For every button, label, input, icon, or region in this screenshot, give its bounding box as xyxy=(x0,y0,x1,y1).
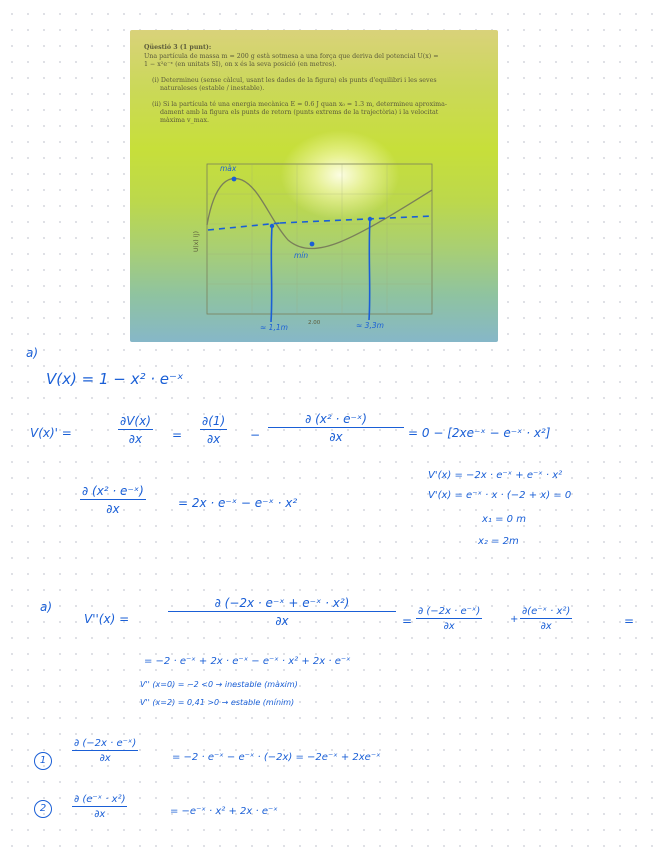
equals-sign: = xyxy=(172,428,183,442)
side-derivative-2: V'(x) = e⁻ˣ · x · (−2 + x) = 0 xyxy=(428,490,572,501)
label-max: màx xyxy=(220,164,237,173)
turning-line-left xyxy=(271,226,272,322)
plot-frame xyxy=(207,164,432,314)
fraction-numerator: ∂ (x² · e⁻ˣ) xyxy=(305,412,367,426)
evaluation-x2: V'' (x=2) = 0,41 >0 → estable (mínim) xyxy=(140,698,295,707)
part-a2-label: a) xyxy=(40,600,53,614)
fraction-term-b xyxy=(520,606,572,632)
fraction-numerator: ∂ (−2x · e⁻ˣ) xyxy=(418,606,481,617)
potential-curve xyxy=(207,178,432,248)
question-line: Una partícula de massa m = 200 g està sotmesa a una força que deriva del potencial U(x) = xyxy=(144,53,439,60)
question-line: (i) Determineu (sense càlcul, usant les dades de la figura) els punts d'equilibri i les seves xyxy=(152,77,437,84)
derivative-lhs: V(x)' = xyxy=(30,426,72,440)
energy-line-right xyxy=(280,216,432,223)
fraction-dv-dx xyxy=(118,414,153,446)
turning-label-left: ≈ 1,1m xyxy=(260,323,288,332)
y-axis-label: U(x) (J) xyxy=(193,231,200,252)
minus-sign: − xyxy=(250,428,261,442)
circled-number-2: 2 xyxy=(34,800,52,818)
question-line: màxima v_max. xyxy=(160,117,210,124)
question-line: naturaleses (estable / inestable). xyxy=(160,85,265,92)
label-min: mín xyxy=(294,251,309,260)
fraction-denominator: ∂x xyxy=(268,427,404,444)
second-derivative-expanded: = −2 · e⁻ˣ + 2x · e⁻ˣ − e⁻ˣ · x² + 2x · e⁻ˣ xyxy=(144,656,351,667)
question-line: (ii) Si la partícula té una energia mecànica E = 0.6 J quan x₀ = 1.3 m, determineu aproxima- xyxy=(152,101,448,108)
plus-sign: + xyxy=(510,614,519,625)
fraction-denominator: ∂x xyxy=(72,750,138,764)
step-2-result: = −e⁻ˣ · x² + 2x · e⁻ˣ xyxy=(170,806,278,817)
question-photo xyxy=(130,30,498,342)
fraction-denominator: ∂x xyxy=(520,618,572,632)
derivative-result: = 0 − [2xe⁻ˣ − e⁻ˣ · x²] xyxy=(408,426,551,440)
question-title: Qüestió 3 (1 punt): xyxy=(144,44,212,51)
question-line: dament amb la figura els punts de retorn (punts extrems de la trajectòria) i la velocitat xyxy=(160,109,439,116)
max-point xyxy=(232,177,237,182)
fraction-denominator: ∂x xyxy=(416,618,482,632)
equals-sign: = xyxy=(402,614,413,628)
fraction-step-2 xyxy=(72,794,127,820)
fraction-x2e-dx xyxy=(268,412,404,444)
plot-grid xyxy=(207,164,432,314)
turning-line-right xyxy=(369,219,370,320)
fraction-numerator: ∂(e⁻ˣ · x²) xyxy=(522,606,571,617)
x-tick-label: 2.00 xyxy=(308,320,321,326)
turning-label-right: ≈ 3,3m xyxy=(356,321,384,330)
turning-point-right xyxy=(368,217,372,221)
step-1-result: = −2 · e⁻ˣ − e⁻ˣ · (−2x) = −2e⁻ˣ + 2xe⁻ˣ xyxy=(172,752,381,763)
fraction-denominator: ∂x xyxy=(200,429,227,446)
potential-graph xyxy=(130,30,498,342)
second-derivative-lhs: V''(x) = xyxy=(84,612,130,626)
fraction-sub-derivative xyxy=(80,484,146,516)
fraction-numerator: ∂(1) xyxy=(202,414,226,428)
fraction-numerator: ∂ (e⁻ˣ · x²) xyxy=(74,794,126,805)
fraction-numerator: ∂ (−2x · e⁻ˣ) xyxy=(74,738,137,749)
fraction-denominator: ∂x xyxy=(118,429,153,446)
fraction-numerator: ∂ (x² · e⁻ˣ) xyxy=(82,484,144,498)
turning-point-left xyxy=(270,224,274,228)
question-line: 1 − x²e⁻ˣ (en unitats SI), on x és la seva posició (en metres). xyxy=(144,61,337,68)
side-derivative-1: V'(x) = −2x · e⁻ˣ + e⁻ˣ · x² xyxy=(428,470,563,481)
fraction-term-a xyxy=(416,606,482,632)
fraction-denominator: ∂x xyxy=(168,611,396,628)
fraction-numerator: ∂ (−2x · e⁻ˣ + e⁻ˣ · x²) xyxy=(214,596,350,610)
min-point xyxy=(310,242,315,247)
evaluation-x0: V'' (x=0) = −2 <0 → inestable (màxim) xyxy=(140,680,298,689)
sub-derivative-result: = 2x · e⁻ˣ − e⁻ˣ · x² xyxy=(178,496,298,510)
potential-definition: V(x) = 1 − x² · e⁻ˣ xyxy=(46,370,184,388)
root-2: x₂ = 2m xyxy=(478,536,519,547)
fraction-denominator: ∂x xyxy=(72,806,127,820)
part-a-label: a) xyxy=(26,346,39,360)
circled-number-1: 1 xyxy=(34,752,52,770)
fraction-d1-dx xyxy=(200,414,227,446)
fraction-numerator: ∂V(x) xyxy=(120,414,151,428)
fraction-second-derivative xyxy=(168,596,396,628)
equals-sign-end: = xyxy=(624,614,635,628)
fraction-step-1 xyxy=(72,738,138,764)
root-1: x₁ = 0 m xyxy=(482,514,526,525)
fraction-denominator: ∂x xyxy=(80,499,146,516)
